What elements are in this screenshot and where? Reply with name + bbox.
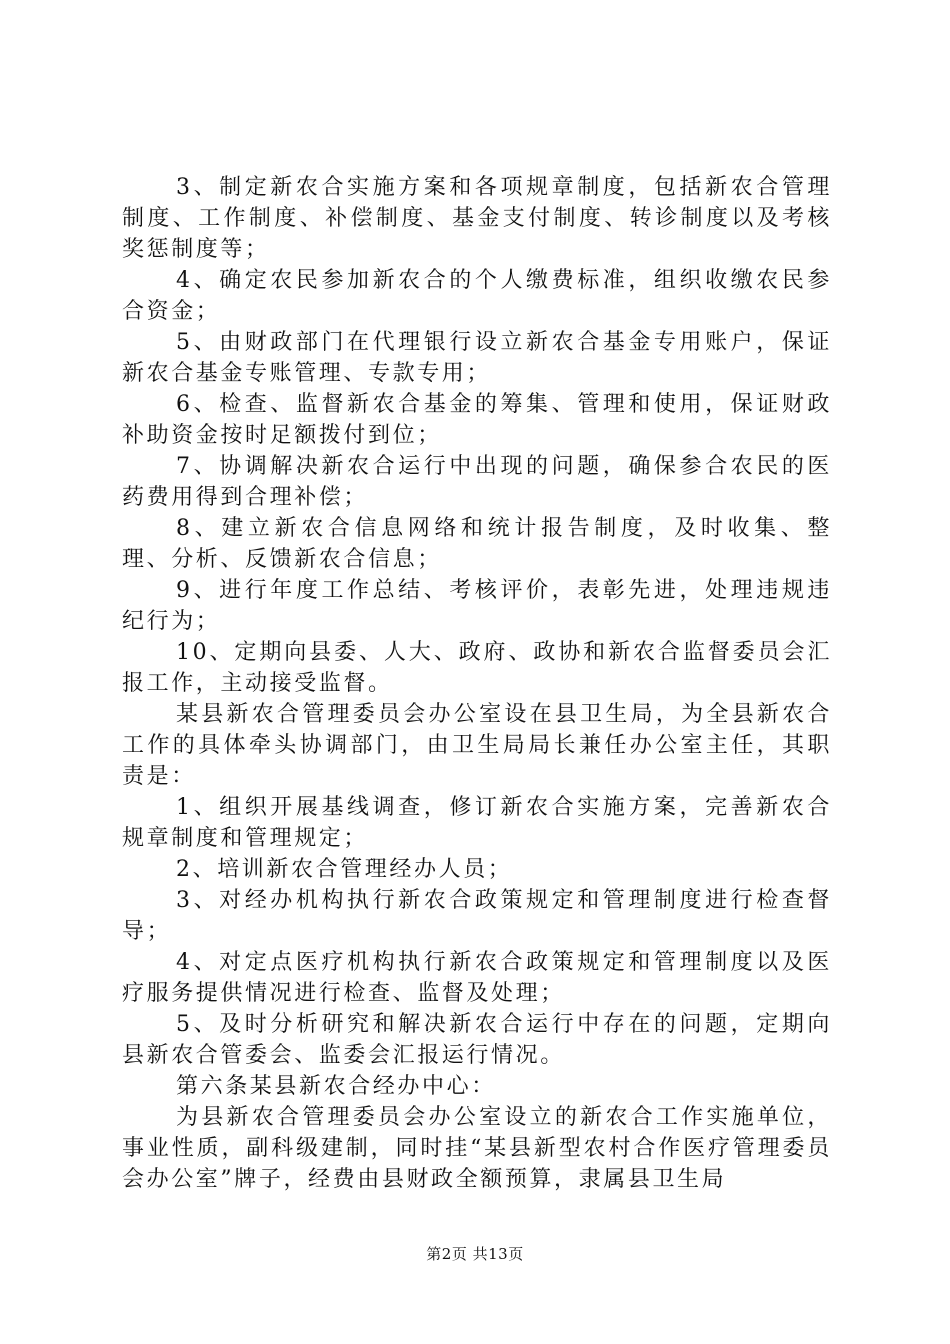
document-body <box>122 172 832 1195</box>
paragraph-office-3-inspection: 3、对经办机构执行新农合政策规定和管理制度进行检查督导； <box>122 888 832 944</box>
page-number-footer: 第2页 共13页 <box>426 1245 524 1263</box>
paragraph-office-4-medical-institutions: 4、对定点医疗机构执行新农合政策规定和管理制度以及医疗服务提供情况进行检查、监督及处理； <box>122 950 832 1006</box>
paragraph-6-fund-supervision: 6、检查、监督新农合基金的筹集、管理和使用，保证财政补助资金按时足额拨付到位； <box>122 392 832 448</box>
paragraph-office-5-analysis: 5、及时分析研究和解决新农合运行中存在的问题，定期向县新农合管委会、监委会汇报运行情况。 <box>122 1012 832 1068</box>
paragraph-7-coordinate-issues: 7、协调解决新农合运行中出现的问题，确保参合农民的医药费用得到合理补偿； <box>122 454 832 510</box>
paragraph-9-annual-summary: 9、进行年度工作总结、考核评价，表彰先进，处理违规违纪行为； <box>122 578 832 634</box>
paragraph-8-information-network: 8、建立新农合信息网络和统计报告制度，及时收集、整理、分析、反馈新农合信息； <box>122 516 832 572</box>
paragraph-service-center: 为县新农合管理委员会办公室设立的新农合工作实施单位，事业性质，副科级建制，同时挂“某县新型农村合作医疗管理委员会办公室”牌子，经费由县财政全额预算，隶属县卫生局 <box>122 1105 832 1192</box>
paragraph-5-special-account: 5、由财政部门在代理银行设立新农合基金专用账户，保证新农合基金专账管理、专款专用； <box>122 330 832 386</box>
paragraph-office-2-training: 2、培训新农合管理经办人员； <box>176 857 513 882</box>
paragraph-4-contribution-standard: 4、确定农民参加新农合的个人缴费标准，组织收缴农民参合资金； <box>122 268 832 324</box>
paragraph-3-formulate-plan: 3、制定新农合实施方案和各项规章制度，包括新农合管理制度、工作制度、补偿制度、基金支付制度、转诊制度以及考核奖惩制度等； <box>122 175 832 262</box>
paragraph-article-six-heading: 第六条某县新农合经办中心： <box>176 1074 496 1099</box>
paragraph-10-report-work: 10、定期向县委、人大、政府、政协和新农合监督委员会汇报工作，主动接受监督。 <box>122 640 832 696</box>
paragraph-office-1-baseline-survey: 1、组织开展基线调查，修订新农合实施方案，完善新农合规章制度和管理规定； <box>122 795 832 851</box>
paragraph-office-duties-intro: 某县新农合管理委员会办公室设在县卫生局，为全县新农合工作的具体牵头协调部门，由卫生局局长兼任办公室主任，其职责是： <box>122 702 832 789</box>
